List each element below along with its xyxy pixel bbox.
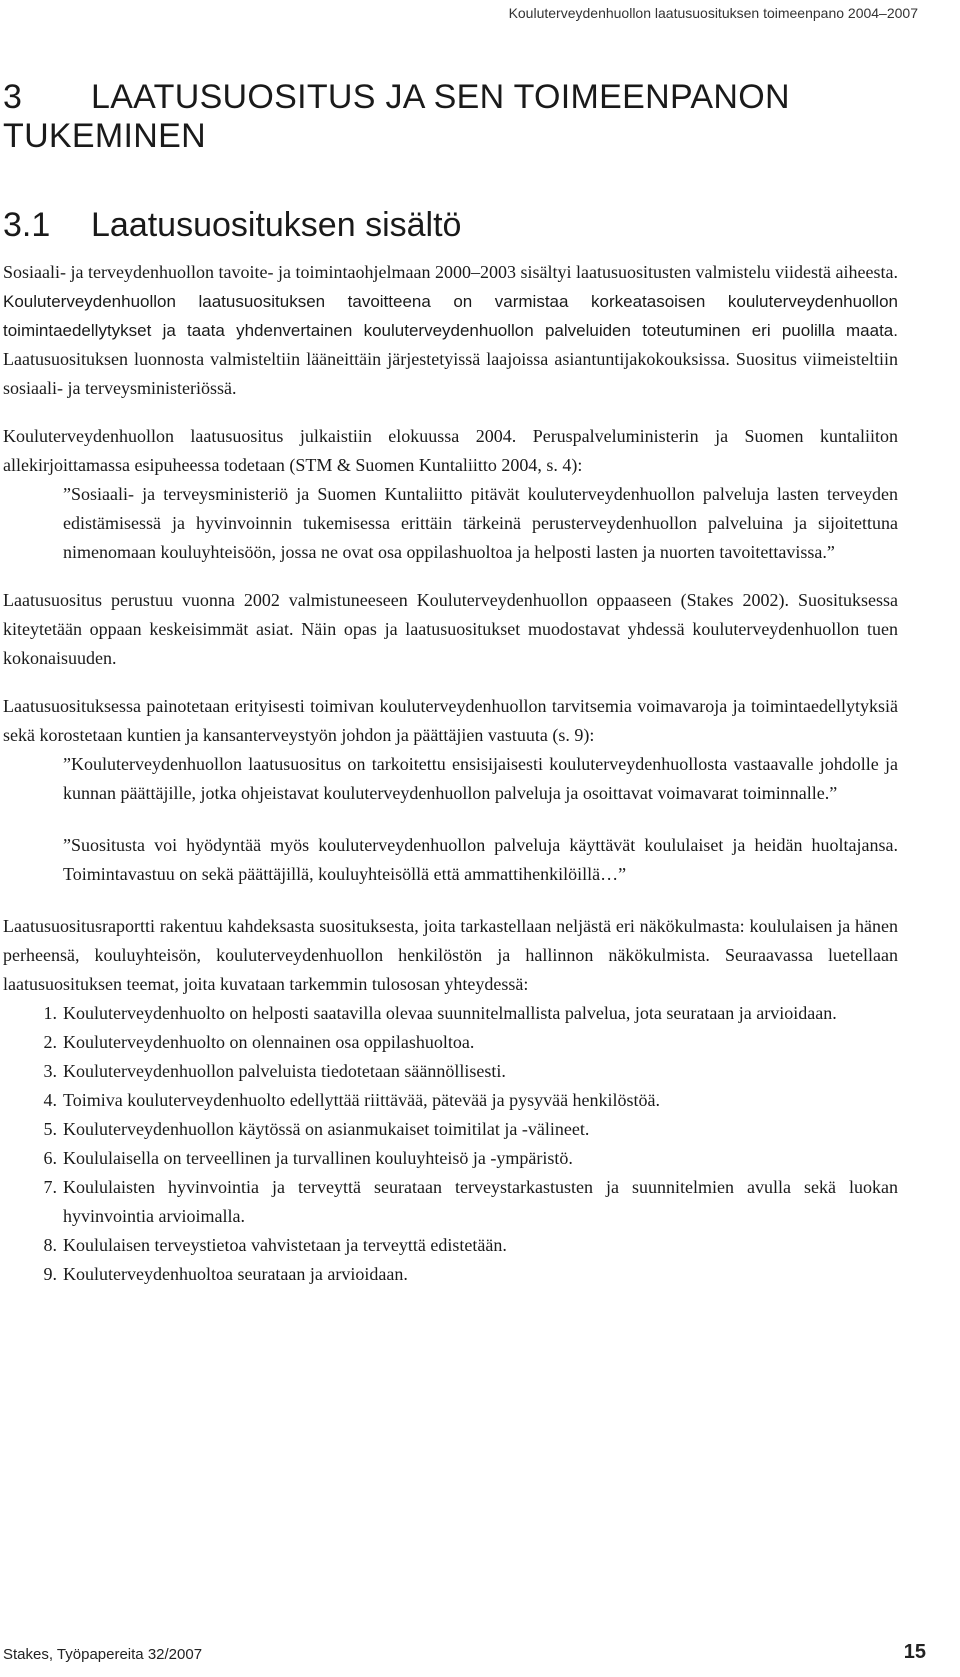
quote-preface: ”Sosiaali- ja terveysministeriö ja Suomen Kuntaliitto pitävät kouluterveydenhuollon palveluja lasten terveyden edistämisessä ja hyvinvoinnin tukemisessa erittäin tärkeinä perusterveydenhuollon palveluina ja sijoitettuna nimenomaan kouluyhteisöön, jossa ne ovat osa oppilashuoltoa ja helposti lasten ja nuorten tavoitettavissa.” (63, 484, 898, 562)
themes-list (3, 999, 898, 1289)
footer-publication: Stakes, Työpapereita 32/2007 (3, 1646, 203, 1663)
list-item: 1. Kouluterveydenhuolto on helposti saatavilla olevaa suunnitelmallista palvelua, jota seurataan ja arvioidaan. (43, 1003, 837, 1023)
quote-target-audience: ”Kouluterveydenhuollon laatusuositus on tarkoitettu ensisijaisesti kouluterveydenhuollosta vastaavalle johdolle ja kunnan päättäjille, jotka ohjeistavat kouluterveydenhuollon palveluja ja osoittavat voimavarat toiminnalle.” (63, 754, 898, 803)
list-item: 9. Kouluterveydenhuoltoa seurataan ja arvioidaan. (43, 1264, 408, 1284)
list-item: 7. Koululaisten hyvinvointia ja terveyttä seurataan terveystarkastusten ja suunnitelmien avulla sekä luokan hyvinvointia arvioimalla. (43, 1177, 898, 1226)
chapter-heading (3, 78, 960, 156)
paragraph-intro (3, 258, 898, 403)
section-heading (3, 206, 461, 245)
paragraph-intro-sans: Kouluterveydenhuollon laatusuosituksen tavoitteena on varmistaa korkeatasoisen kouluterveydenhuollon toimintaedellytykset ja taata yhdenvertainen kouluterveydenhuollon palveluiden toteutuminen eri puolilla maata. (3, 292, 898, 340)
running-header: Kouluterveydenhuollon laatusuosituksen toimeenpano 2004–2007 (508, 5, 918, 21)
quote-users: ”Suositusta voi hyödyntää myös kouluterveydenhuollon palveluja käyttävät koululaiset ja heidän huoltajansa. Toimintavastuu on sekä päättäjillä, kouluyhteisöllä että ammattihenkilöillä…” (63, 835, 898, 884)
section-title: Laatusuosituksen sisältö (91, 206, 462, 244)
page-number: 15 (903, 1641, 926, 1663)
list-item: 2. Kouluterveydenhuolto on olennainen osa oppilashuoltoa. (43, 1032, 475, 1052)
chapter-title: LAATUSUOSITUS JA SEN TOIMEENPANON TUKEMINEN (3, 78, 790, 155)
list-item: 6. Koululaisella on terveellinen ja turvallinen kouluyhteisö ja -ympäristö. (43, 1148, 573, 1168)
paragraph-guide: Laatusuositus perustuu vuonna 2002 valmistuneeseen Kouluterveydenhuollon oppaaseen (Stakes 2002). Suosituksessa kiteytetään oppaan keskeisimmät asiat. Näin opas ja laatusuositukset muodostavat yhdessä kouluterveydenhuollon tuen kokonaisuuden. (3, 590, 898, 668)
paragraph-publication: Kouluterveydenhuollon laatusuositus julkaistiin elokuussa 2004. Peruspalveluministerin ja Suomen kuntaliiton allekirjoittamassa esipuheessa todetaan (STM & Suomen Kuntaliitto 2004, s. 4): (3, 426, 898, 475)
list-item: 5. Kouluterveydenhuollon käytössä on asianmukaiset toimitilat ja -välineet. (43, 1119, 590, 1139)
chapter-number: 3 (3, 78, 23, 116)
paragraph-report-structure: Laatusuositusraportti rakentuu kahdeksasta suosituksesta, joita tarkastellaan neljästä eri näkökulmasta: koululaisen ja hänen perheensä, kouluyhteisön, kouluterveydenhuollon henkilöstön ja hallinnon näkökulmista. Seuraavassa luetellaan laatusuosituksen teemat, joita kuvataan tarkemmin tulososan yhteydessä: (3, 916, 898, 994)
list-item: 4. Toimiva kouluterveydenhuolto edellyttää riittävää, pätevää ja pysyvää henkilöstöä. (43, 1090, 661, 1110)
paragraph-emphasis: Laatusuosituksessa painotetaan erityisesti toimivan kouluterveydenhuollon tarvitsemia voimavaroja ja toimintaedellytyksiä sekä korostetaan kuntien ja kansanterveystyön johdon ja päättäjien vastuuta (s. 9): (3, 696, 898, 745)
list-item: 3. Kouluterveydenhuollon palveluista tiedotetaan säännöllisesti. (43, 1061, 506, 1081)
paragraph-intro-rest: Laatusuosituksen luonnosta valmisteltiin lääneittäin järjestetyissä laajoissa asiantuntijakokouksissa. Suositus viimeisteltiin sosiaali- ja terveysministeriössä. (3, 349, 898, 398)
section-number: 3.1 (3, 206, 51, 244)
paragraph-intro-serif: Sosiaali- ja terveydenhuollon tavoite- ja toimintaohjelmaan 2000–2003 sisältyi laatusuositusten valmistelu viidestä aiheesta. (3, 262, 898, 282)
list-item: 8. Koululaisen terveystietoa vahvistetaan ja terveyttä edistetään. (43, 1235, 507, 1255)
body-text (3, 258, 898, 1289)
